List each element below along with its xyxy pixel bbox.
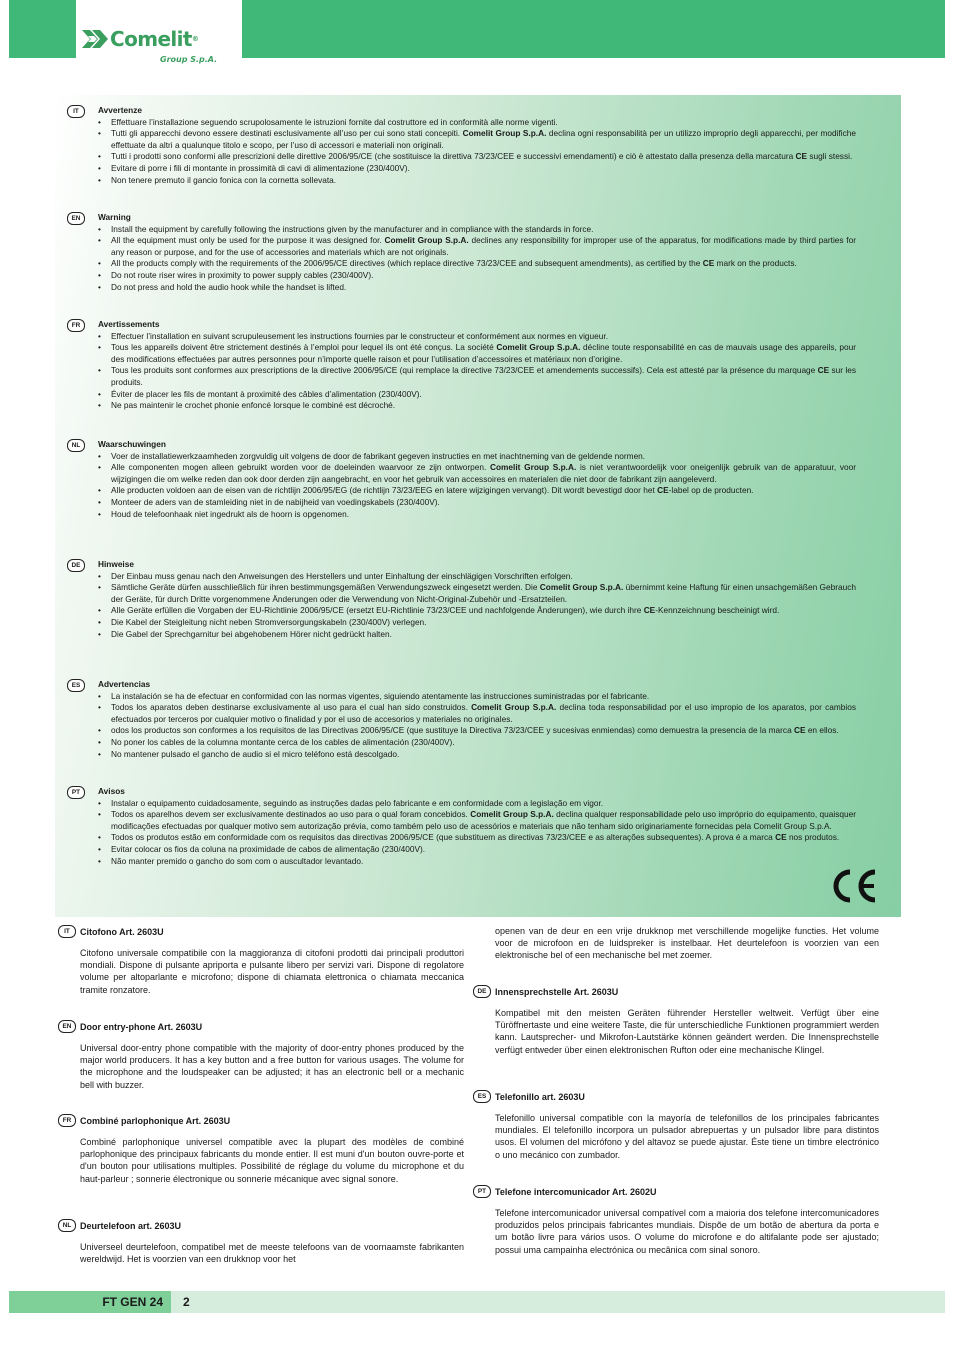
warning-item: • Voer de installatiewerkzaamheden zorgvuldig uit volgens de door de fabrikant gegeven instructies en met inachtneming van de geldende normen.: [98, 451, 856, 463]
footer-bar: [9, 1291, 945, 1313]
document-code: FT GEN 24: [9, 1291, 171, 1313]
warning-list: [98, 798, 856, 868]
warning-item: • No poner los cables de la columna montante cerca de los cables de alimentación (230/400V).: [98, 737, 856, 749]
warning-title: Avvertenze: [98, 105, 142, 115]
language-badge-es: ES: [473, 1090, 491, 1103]
warning-list: [98, 451, 856, 521]
warning-item: • Tutti i prodotti sono conformi alle prescrizioni delle direttive 2006/95/CE (che sostituisce la direttiva 73/23/CEE e successivi emendamenti) e ciò è attestato dalla presenza della marcatura CE sugli stessi.: [98, 151, 856, 163]
warning-item: • Evitar colocar os fios da coluna na proximidade de cabos de alimentação (230/400V).: [98, 844, 856, 856]
warning-title: Avertissements: [98, 319, 160, 329]
warning-item: • odos los productos son conformes a los requisitos de las Directivas 2006/95/CE (que sustituye la Directiva 73/23/CEE y sucesivas enmiendas) como demuestra la presencia de la marca CE en ellos.: [98, 725, 856, 737]
language-badge-pt: PT: [67, 786, 85, 799]
warning-item: • Monteer de aders van de stamleiding niet in de nabijheid van voedingskabels (230/400V).: [98, 497, 856, 509]
warning-item: • Tous les appareils doivent être strictement destinés à l’emploi pour lequel ils ont été conçus. La société Comelit Group S.p.A. décline toute responsabilité en cas de mauvais usage des appareils, pour des modifications effectuées par autres personnes pour n’importe quelle raison et pour l’utilisation d’accessoires et matériaux non d’origine.: [98, 342, 856, 365]
warning-item: • Tous les produits sont conformes aux prescriptions de la directive 2006/95/CE (qui remplace la directive 73/23/CEE et amendements successifs). Cela est attesté par la présence du marquage CE sur les produits.: [98, 365, 856, 388]
description-title: Innensprechstelle Art. 2603U: [495, 987, 619, 997]
language-badge-fr: FR: [67, 319, 85, 332]
warning-item: • Die Kabel der Steigleitung nicht neben Stromversorgungskabeln (230/400V) verlegen.: [98, 617, 856, 629]
language-badge-nl: NL: [67, 439, 85, 452]
warning-item: • Houd de telefoonhaak niet ingedrukt als de hoorn is opgenomen.: [98, 509, 856, 521]
description-body: Telefone intercomunicador universal compatível com a maioria dos telefone intercomunicadores produzidos pelos principais fabricantes mundiais. Dispõe de um botão de abertura da porta e um botão livre para vários usos. O volume do microfone e do altifalante pode ser ajustado; possui uma campainha electrónica ou mecânica com sinal sonoro.: [495, 1208, 879, 1255]
warning-item: • Tutti gli apparecchi devono essere destinati esclusivamente all’uso per cui sono stati concepiti. Comelit Group S.p.A. declina ogni responsabilità per un utilizzo improprio degli apparecchi, per modifiche effettuate da altri a qualunque titolo e scopo, per l’uso di accessori e materiali non originali.: [98, 128, 856, 151]
warning-item: • No mantener pulsado el gancho de audio si el micro teléfono está descolgado.: [98, 749, 856, 761]
warning-item: • Todos os aparelhos devem ser exclusivamente destinados ao uso para o qual foram concebidos. Comelit Group S.p.A. declina qualquer responsabilidade pelo uso impróprio do equipamento, quaisquer modificações efectuadas por qualquer motivo sem autorização prévia, como também pelo uso de acessórios e materiais que não tenham sido originariamente fornecidas pela Comelit Group S.p.A.: [98, 809, 856, 832]
warning-item: • Ne pas maintenir le crochet phonie enfoncé lorsque le combiné est décroché.: [98, 400, 856, 412]
warning-item: • All the equipment must only be used for the purpose it was designed for. Comelit Group S.p.A. declines any responsibility for improper use of the apparatus, for modifications made by third parties for any reason or purpose, and for the use of accessories and materials which are not originals.: [98, 235, 856, 258]
description-body: Telefonillo universal compatible con la mayoría de telefonillos de los principales fabricantes mundiales. El telefonillo incorpora un pulsador abrepuertas y un pulsador libre para distintos usos. El volumen del micrófono y del altavoz se puede ajustar. Éste tiene un timbre electrónico o uno mecánico con zumbador.: [495, 1113, 879, 1160]
warning-item: • Effectuer l’installation en suivant scrupuleusement les instructions fournies par le constructeur et conformément aux normes en vigueur.: [98, 331, 856, 343]
description-title: Citofono Art. 2603U: [80, 927, 164, 937]
description-body: Universeel deurtelefoon, compatibel met de meeste telefoons van de voornaamste fabrikanten wereldwijd. Het is voorzien van een drukknop voor het: [80, 1242, 464, 1265]
logo: [76, 0, 242, 72]
warning-item: • Éviter de placer les fils de montant à proximité des câbles d’alimentation (230/400V).: [98, 389, 856, 401]
warning-list: [98, 691, 856, 761]
description-body: Universal door-entry phone compatible with the majority of door-entry phones produced by the major world producers. It has a key button and a free button for various usages. The volume for the microphone and the loudspeaker can be adjusted; it has an electronic bell or a mechanic bell with buzzer.: [80, 1043, 464, 1090]
description-body: Combiné parlophonique universel compatible avec la plupart des modèles de combiné parlophonique des principaux fabricants du monde entier. Il est muni d'un bouton ouvre-porte et d'un bouton pour utilisations multiples. Possibilité de réglage du volume du microphone et du haut-parleur ; sonnerie électronique ou sonnerie mécanique avec signal sonore.: [80, 1137, 464, 1184]
warning-item: • Effettuare l’installazione seguendo scrupolosamente le istruzioni fornite dal costruttore ed in conformità alle norme vigenti.: [98, 117, 856, 129]
description-body: Kompatibel mit den meisten Geräten führender Hersteller weltweit. Verfügt über eine Türöffnertaste und eine weitere Taste, die für unterschiedliche Funktionen programmiert werden kann. Lautsprecher- und Mikrofon-Lautstärke können geändert werden. Die Innensprechstelle verfügt entweder über einen elektronischen Rufton oder eine mechanische Klingel.: [495, 1008, 879, 1055]
warning-title: Hinweise: [98, 559, 134, 569]
page-number: 2: [183, 1295, 190, 1309]
warning-item: • All the products comply with the requirements of the 2006/95/CE directives (which replace directive 73/23/CEE and subsequent amendments), as certified by the CE mark on the products.: [98, 258, 856, 270]
warning-item: • Instalar o equipamento cuidadosamente, seguindo as instruções dadas pelo fabricante e em conformidade com a legislação em vigor.: [98, 798, 856, 810]
language-badge-it: IT: [67, 105, 85, 118]
logo-wordmark: Comelit®: [110, 27, 199, 51]
warning-item: • Install the equipment by carefully following the instructions given by the manufacturer and in compliance with the standards in force.: [98, 224, 856, 236]
language-badge-de: DE: [473, 985, 491, 998]
warning-item: • Die Gabel der Sprechgarnitur bei abgehobenem Hörer nicht gedrückt halten.: [98, 629, 856, 641]
language-badge-en: EN: [67, 212, 85, 225]
warnings-panel: [55, 95, 901, 917]
description-title: Telefonillo art. 2603U: [495, 1092, 585, 1102]
warning-list: [98, 117, 856, 187]
warning-list: [98, 224, 856, 294]
warning-title: Waarschuwingen: [98, 439, 166, 449]
warning-title: Avisos: [98, 786, 125, 796]
warning-item: • Do not press and hold the audio hook while the handset is lifted.: [98, 282, 856, 294]
warning-item: • Alle componenten mogen alleen gebruikt worden voor de doeleinden waarvoor ze zijn ontworpen. Comelit Group S.p.A. is niet verantwoordelijk voor oneigenlijk gebruik van de apparatuur, voor wijzigingen die om welke reden dan ook door derden zijn aangebracht, en voor het gebruik van accessoires en materialen die niet door de fabrikant zijn aangeleverd.: [98, 462, 856, 485]
description-body: Citofono universale compatibile con la maggioranza di citofoni prodotti dai principali produttori mondiali. Dispone di pulsante apriporta e pulsante libero per servizi vari. Dispone di regolatore volume per altoparlante e microfono; dispone di chiamata elettronica o chiamata meccanica tramite ronzatore.: [80, 948, 464, 995]
warning-item: • Alle Geräte erfüllen die Vorgaben der EU-Richtlinie 2006/95/CE (ersetzt EU-Richtlinie 73/23/CEE und nachfolgende Änderungen), wie durch ihre CE-Kennzeichnung bescheinigt wird.: [98, 605, 856, 617]
comelit-logo-icon: [82, 28, 110, 50]
description-body-continued: openen van de deur en een vrije drukknop met verschillende mogelijke functies. Het volume voor de microfoon en de luidspreker is instelbaar. Het deurtelefoon is voorzien van een elektronische bel of een mechanische bel met zoemer.: [495, 926, 879, 961]
warning-item: • Der Einbau muss genau nach den Anweisungen des Herstellers und unter Einhaltung der einschlägigen Vorschriften erfolgen.: [98, 571, 856, 583]
warning-list: [98, 331, 856, 412]
description-title: Telefone intercomunicador Art. 2602U: [495, 1187, 657, 1197]
description-title: Door entry-phone Art. 2603U: [80, 1022, 203, 1032]
logo-subtitle: Group S.p.A.: [160, 55, 218, 64]
language-badge-fr: FR: [58, 1114, 76, 1127]
language-badge-nl: NL: [58, 1219, 76, 1232]
language-badge-it: IT: [58, 925, 76, 938]
ce-mark-icon: [828, 867, 880, 905]
language-badge-en: EN: [58, 1020, 76, 1033]
language-badge-pt: PT: [473, 1185, 491, 1198]
description-title: Deurtelefoon art. 2603U: [80, 1221, 182, 1231]
registered-mark: ®: [191, 35, 199, 43]
warning-item: • Alle producten voldoen aan de eisen van de richtlijn 2006/95/EG (de richtlijn 73/23/EEG en latere wijzigingen vervangt). Dit wordt bevestigd door het CE-label op de producten.: [98, 485, 856, 497]
language-badge-es: ES: [67, 679, 85, 692]
warning-item: • Non tenere premuto il gancio fonica con la cornetta sollevata.: [98, 175, 856, 187]
warning-item: • Todos os produtos estão em conformidade com os requisitos das directivas 2006/95/CE (que substituem as directivas 73/23/CEE e as alterações subsequentes). A prova é a marca CE nos produtos.: [98, 832, 856, 844]
warning-item: • Do not route riser wires in proximity to power supply cables (230/400V).: [98, 270, 856, 282]
language-badge-de: DE: [67, 559, 85, 572]
warning-title: Warning: [98, 212, 131, 222]
warning-list: [98, 571, 856, 641]
warning-item: • Todos los aparatos deben destinarse exclusivamente al uso para el cual han sido construidos. Comelit Group S.p.A. declina toda responsabilidad por el uso impropio de los aparatos, por cambios efectuados por terceros por cualquier motivo o finalidad y por el uso de accesorios y materiales no originales.: [98, 702, 856, 725]
warning-item: • Evitare di porre i fili di montante in prossimità di cavi di alimentazione (230/400V).: [98, 163, 856, 175]
warning-item: • Sämtliche Geräte dürfen ausschließlich für ihren bestimmungsgemäßen Verwendungszweck eingesetzt werden. Die Comelit Group S.p.A. übernimmt keine Haftung für einen unsachgemäßen Gebrauch der Geräte, für durch Dritte vorgenommene Änderungen oder die Verwendung von Nicht-Original-Zubehör und -Ersatzteilen.: [98, 582, 856, 605]
warning-item: • Não manter premido o gancho do som com o auscultador levantado.: [98, 856, 856, 868]
description-title: Combiné parlophonique Art. 2603U: [80, 1116, 231, 1126]
warning-title: Advertencias: [98, 679, 151, 689]
warning-item: • La instalación se ha de efectuar en conformidad con las normas vigentes, siguiendo atentamente las instrucciones suministradas por el fabricante.: [98, 691, 856, 703]
